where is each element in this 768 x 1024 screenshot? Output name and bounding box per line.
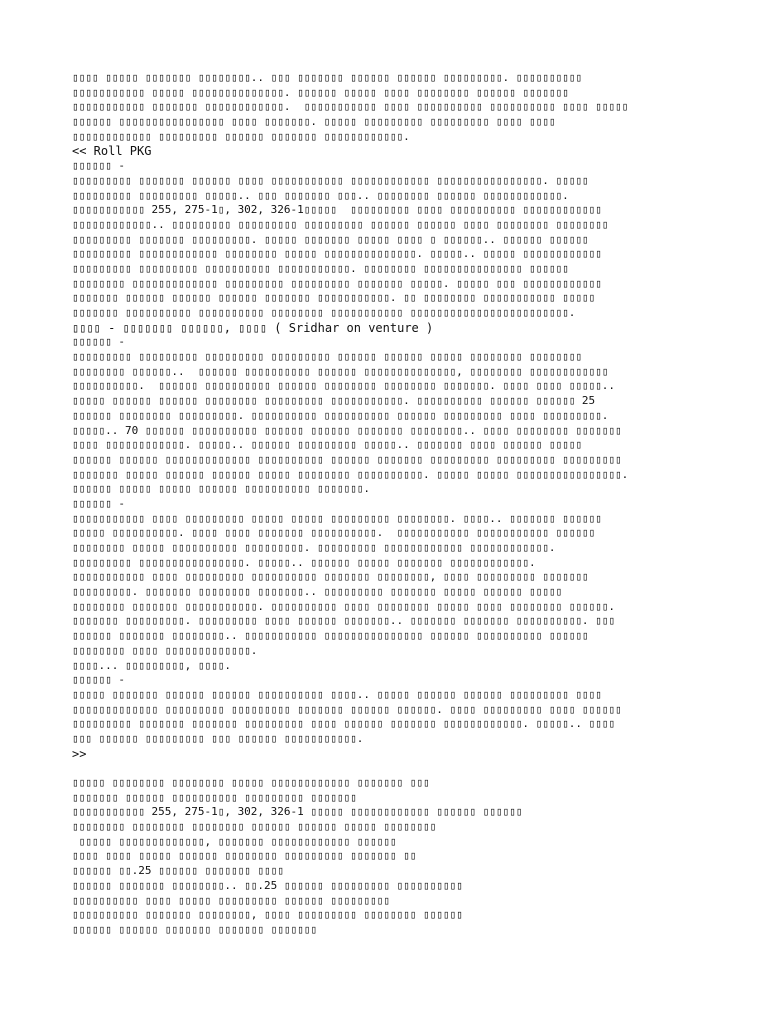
text-line: ▯▯▯▯▯▯▯▯▯▯▯ ▯▯▯▯▯▯▯ ▯▯▯▯▯▯▯▯▯▯▯▯. ▯▯▯▯▯▯▯▯▯▯▯ ▯▯▯▯ ▯▯▯▯▯▯▯▯▯▯ ▯▯▯▯▯▯▯▯▯▯ ▯▯▯▯ ▯▯▯▯▯ (72, 100, 629, 114)
text-line: ▯▯▯▯▯▯ ▯▯▯▯▯▯▯ ▯▯▯▯▯▯▯▯.. ▯▯.25 ▯▯▯▯▯▯ ▯▯▯▯▯▯▯▯▯ ▯▯▯▯▯▯▯▯▯▯ (72, 878, 463, 892)
text-line: ▯▯▯▯▯ ▯▯▯▯▯▯▯▯▯▯▯▯▯, ▯▯▯▯▯▯▯ ▯▯▯▯▯▯▯▯▯▯▯▯ ▯▯▯▯▯▯ (72, 834, 397, 848)
section-3 (72, 497, 722, 673)
text-line: ▯▯▯▯▯▯▯▯▯ ▯▯▯▯▯▯▯ ▯▯▯▯▯▯▯ ▯▯▯▯▯▯▯▯▯ ▯▯▯▯ ▯▯▯▯▯▯ ▯▯▯▯▯▯▯ ▯▯▯▯▯▯▯▯▯▯▯▯. ▯▯▯▯▯.. ▯▯▯▯ (72, 717, 616, 731)
text-line: ▯▯▯▯▯▯▯▯▯▯▯ ▯▯▯▯ ▯▯▯▯▯▯▯▯▯ ▯▯▯▯▯ ▯▯▯▯▯ ▯▯▯▯▯▯▯▯▯ ▯▯▯▯▯▯▯▯. ▯▯▯▯.. ▯▯▯▯▯▯▯ ▯▯▯▯▯▯ (72, 511, 602, 525)
text-line: ▯▯▯▯▯▯▯▯▯ ▯▯▯▯▯▯▯▯▯ ▯▯▯▯▯.. ▯▯▯ ▯▯▯▯▯▯▯ ▯▯▯.. ▯▯▯▯▯▯▯▯ ▯▯▯▯▯▯ ▯▯▯▯▯▯▯▯▯▯▯▯. (72, 188, 569, 202)
document-page (72, 71, 722, 938)
text-line: ▯▯▯▯▯.. 70 ▯▯▯▯▯▯ ▯▯▯▯▯▯▯▯▯▯ ▯▯▯▯▯▯ ▯▯▯▯▯▯ ▯▯▯▯▯▯▯ ▯▯▯▯▯▯▯▯.. ▯▯▯▯ ▯▯▯▯▯▯▯▯ ▯▯▯▯▯▯▯ (72, 423, 622, 437)
text-line: ▯▯▯▯▯▯▯▯▯▯▯▯.. ▯▯▯▯▯▯▯▯▯ ▯▯▯▯▯▯▯▯▯ ▯▯▯▯▯▯▯▯▯ ▯▯▯▯▯▯ ▯▯▯▯▯▯ ▯▯▯▯ ▯▯▯▯▯▯▯▯ ▯▯▯▯▯▯▯▯ (72, 217, 609, 231)
sridhar-line: ▯▯▯▯ - ▯▯▯▯▯▯▯ ▯▯▯▯▯▯, ▯▯▯▯ ( Sridhar on venture ) (72, 320, 434, 335)
text-line: ▯▯▯▯▯▯ ▯▯▯▯▯▯ ▯▯▯▯▯▯▯▯▯▯▯▯▯ ▯▯▯▯▯▯▯▯▯▯ ▯▯▯▯▯▯ ▯▯▯▯▯▯▯ ▯▯▯▯▯▯▯▯▯ ▯▯▯▯▯▯▯▯▯ ▯▯▯▯▯▯▯▯▯ (72, 452, 622, 466)
text-line: ▯▯▯▯▯▯▯▯▯▯▯▯▯ ▯▯▯▯▯▯▯▯▯ ▯▯▯▯▯▯▯▯▯ ▯▯▯▯▯▯▯ ▯▯▯▯▯▯ ▯▯▯▯▯▯. ▯▯▯▯ ▯▯▯▯▯▯▯▯▯ ▯▯▯▯ ▯▯▯▯▯▯ (72, 702, 622, 716)
roll-heading: << Roll PKG (72, 144, 152, 159)
text-line: ▯▯▯▯▯▯▯▯ ▯▯▯▯▯ ▯▯▯▯▯▯▯▯▯▯ ▯▯▯▯▯▯▯▯▯. ▯▯▯▯▯▯▯▯▯ ▯▯▯▯▯▯▯▯▯▯▯▯ ▯▯▯▯▯▯▯▯▯▯▯▯. (72, 541, 556, 554)
text-line: ▯▯▯▯▯ ▯▯▯▯▯▯▯▯ ▯▯▯▯▯▯▯▯ ▯▯▯▯▯ ▯▯▯▯▯▯▯▯▯▯▯▯ ▯▯▯▯▯▯▯ ▯▯▯ (72, 776, 430, 789)
text-line: ▯▯▯▯ ▯▯▯▯ ▯▯▯▯▯ ▯▯▯▯▯▯ ▯▯▯▯▯▯▯▯ ▯▯▯▯▯▯▯▯▯ ▯▯▯▯▯▯▯ ▯▯ (72, 849, 417, 863)
text-line: ▯▯▯▯▯ ▯▯▯▯▯▯▯ ▯▯▯▯▯▯ ▯▯▯▯▯▯ ▯▯▯▯▯▯▯▯▯▯ ▯▯▯▯.. ▯▯▯▯▯ ▯▯▯▯▯▯ ▯▯▯▯▯▯ ▯▯▯▯▯▯▯▯▯ ▯▯▯▯ (72, 687, 602, 701)
section-2 (72, 335, 722, 497)
section-label: ▯▯▯▯▯▯ - (72, 159, 125, 173)
text-line: ▯▯▯▯▯▯▯ ▯▯▯▯▯ ▯▯▯▯▯▯ ▯▯▯▯▯▯ ▯▯▯▯▯ ▯▯▯▯▯▯▯▯ ▯▯▯▯▯▯▯▯▯▯. ▯▯▯▯▯ ▯▯▯▯▯ ▯▯▯▯▯▯▯▯▯▯▯▯▯▯▯▯. (72, 467, 629, 481)
text-line: ▯▯▯▯▯▯▯ ▯▯▯▯▯▯ ▯▯▯▯▯▯ ▯▯▯▯▯▯ ▯▯▯▯▯▯▯ ▯▯▯▯▯▯▯▯▯▯▯. ▯▯ ▯▯▯▯▯▯▯▯ ▯▯▯▯▯▯▯▯▯▯▯ ▯▯▯▯▯ (72, 291, 596, 305)
text-line: ▯▯▯▯▯▯▯▯▯ ▯▯▯▯▯▯▯▯▯▯▯▯▯▯▯▯. ▯▯▯▯▯.. ▯▯▯▯▯▯ ▯▯▯▯▯ ▯▯▯▯▯▯▯ ▯▯▯▯▯▯▯▯▯▯▯▯. (72, 555, 536, 569)
text-line: ▯▯▯▯▯▯▯▯ ▯▯▯▯ ▯▯▯▯▯▯▯▯▯▯▯▯▯. (72, 643, 258, 657)
text-line: ▯▯▯▯▯▯▯ ▯▯▯▯▯▯ ▯▯▯▯▯▯▯▯▯▯ ▯▯▯▯▯▯▯▯▯ ▯▯▯▯▯▯▯ (72, 790, 357, 804)
text-line: ▯▯▯▯▯▯▯▯ ▯▯▯▯▯▯.. ▯▯▯▯▯▯ ▯▯▯▯▯▯▯▯▯▯ ▯▯▯▯▯▯ ▯▯▯▯▯▯▯▯▯▯▯▯▯▯, ▯▯▯▯▯▯▯▯ ▯▯▯▯▯▯▯▯▯▯▯▯ (72, 364, 609, 378)
section-label: ▯▯▯▯▯▯ - (72, 673, 125, 687)
text-line: ▯▯▯▯▯▯▯▯▯▯. ▯▯▯▯▯▯ ▯▯▯▯▯▯▯▯▯▯ ▯▯▯▯▯▯ ▯▯▯▯▯▯▯▯ ▯▯▯▯▯▯▯▯ ▯▯▯▯▯▯▯. ▯▯▯▯ ▯▯▯▯ ▯▯▯▯▯.. (72, 379, 616, 393)
text-line: ▯▯▯▯▯▯▯▯▯▯▯ 255, 275-1▯, 302, 326-1 ▯▯▯▯▯ ▯▯▯▯▯▯▯▯▯▯▯▯ ▯▯▯▯▯▯ ▯▯▯▯▯▯ (72, 805, 523, 819)
text-line: ▯▯▯▯▯▯▯▯ ▯▯▯▯▯▯▯▯ ▯▯▯▯▯▯▯▯ ▯▯▯▯▯▯ ▯▯▯▯▯▯ ▯▯▯▯▯ ▯▯▯▯▯▯▯▯ (72, 820, 437, 834)
text-line: ▯▯▯▯▯▯▯▯▯ ▯▯▯▯▯▯▯ ▯▯▯▯▯▯ ▯▯▯▯ ▯▯▯▯▯▯▯▯▯▯▯ ▯▯▯▯▯▯▯▯▯▯▯▯ ▯▯▯▯▯▯▯▯▯▯▯▯▯▯▯▯. ▯▯▯▯▯ (72, 173, 589, 187)
text-line: ▯▯▯▯▯▯▯▯▯. ▯▯▯▯▯▯▯ ▯▯▯▯▯▯▯▯ ▯▯▯▯▯▯▯.. ▯▯▯▯▯▯▯▯▯ ▯▯▯▯▯▯▯ ▯▯▯▯▯ ▯▯▯▯▯▯ ▯▯▯▯▯ (72, 585, 563, 599)
intro-paragraph (72, 71, 722, 144)
section-label: ▯▯▯▯▯▯ - (72, 335, 125, 349)
blank-line (72, 761, 722, 776)
section-4 (72, 673, 722, 746)
roll-end-marker: >> (72, 746, 87, 761)
text-line: ▯▯▯▯▯▯▯▯▯▯ ▯▯▯▯ ▯▯▯▯▯ ▯▯▯▯▯▯▯▯▯ ▯▯▯▯▯▯ ▯▯▯▯▯▯▯▯▯ (72, 893, 390, 907)
text-line: ▯▯▯▯ ▯▯▯▯▯▯▯▯▯▯▯▯. ▯▯▯▯▯.. ▯▯▯▯▯▯ ▯▯▯▯▯▯▯▯▯ ▯▯▯▯▯.. ▯▯▯▯▯▯▯ ▯▯▯▯ ▯▯▯▯▯▯ ▯▯▯▯▯ (72, 438, 582, 452)
text-line: ▯▯▯▯▯▯▯▯▯▯▯ ▯▯▯▯▯ ▯▯▯▯▯▯▯▯▯▯▯▯▯▯. ▯▯▯▯▯▯ ▯▯▯▯▯ ▯▯▯▯ ▯▯▯▯▯▯▯▯ ▯▯▯▯▯▯ ▯▯▯▯▯▯▯ (72, 85, 569, 99)
text-line: ▯▯▯▯▯▯▯▯▯ ▯▯▯▯▯▯▯▯▯▯▯▯ ▯▯▯▯▯▯▯▯ ▯▯▯▯▯ ▯▯▯▯▯▯▯▯▯▯▯▯▯▯. ▯▯▯▯▯.. ▯▯▯▯▯ ▯▯▯▯▯▯▯▯▯▯▯▯ (72, 247, 602, 261)
section-label: ▯▯▯▯▯▯ - (72, 496, 125, 510)
text-line: ▯▯▯▯▯▯▯▯▯▯ ▯▯▯▯▯▯▯ ▯▯▯▯▯▯▯▯, ▯▯▯▯ ▯▯▯▯▯▯▯▯▯ ▯▯▯▯▯▯▯▯ ▯▯▯▯▯▯ (72, 908, 463, 922)
summary-block (72, 776, 722, 938)
text-line: ▯▯▯▯ ▯▯▯▯▯ ▯▯▯▯▯▯▯ ▯▯▯▯▯▯▯▯.. ▯▯▯ ▯▯▯▯▯▯▯ ▯▯▯▯▯▯ ▯▯▯▯▯▯ ▯▯▯▯▯▯▯▯▯. ▯▯▯▯▯▯▯▯▯▯ (72, 71, 582, 84)
text-line: ▯▯▯▯▯▯ ▯▯▯▯▯▯▯▯▯▯▯▯▯▯▯▯ ▯▯▯▯ ▯▯▯▯▯▯▯. ▯▯▯▯▯ ▯▯▯▯▯▯▯▯▯ ▯▯▯▯▯▯▯▯▯ ▯▯▯▯ ▯▯▯▯ (72, 115, 556, 129)
text-line: ▯▯▯▯▯▯ ▯▯▯▯▯▯▯▯ ▯▯▯▯▯▯▯▯▯. ▯▯▯▯▯▯▯▯▯▯ ▯▯▯▯▯▯▯▯▯▯ ▯▯▯▯▯▯ ▯▯▯▯▯▯▯▯▯ ▯▯▯▯ ▯▯▯▯▯▯▯▯▯. (72, 408, 609, 422)
text-line: ▯▯▯▯▯▯▯▯▯▯▯▯ ▯▯▯▯▯▯▯▯▯ ▯▯▯▯▯▯ ▯▯▯▯▯▯▯ ▯▯▯▯▯▯▯▯▯▯▯▯. (72, 129, 410, 143)
text-line: ▯▯▯▯▯▯ ▯▯▯▯▯ ▯▯▯▯▯ ▯▯▯▯▯▯ ▯▯▯▯▯▯▯▯▯▯ ▯▯▯▯▯▯▯. (72, 482, 371, 496)
text-line: ▯▯▯▯▯▯▯▯ ▯▯▯▯▯▯▯ ▯▯▯▯▯▯▯▯▯▯▯. ▯▯▯▯▯▯▯▯▯▯ ▯▯▯▯ ▯▯▯▯▯▯▯▯ ▯▯▯▯▯ ▯▯▯▯ ▯▯▯▯▯▯▯▯ ▯▯▯▯▯▯. (72, 599, 616, 613)
text-line: ▯▯▯▯▯ ▯▯▯▯▯▯ ▯▯▯▯▯▯ ▯▯▯▯▯▯▯▯ ▯▯▯▯▯▯▯▯▯ ▯▯▯▯▯▯▯▯▯▯▯. ▯▯▯▯▯▯▯▯▯▯ ▯▯▯▯▯▯ ▯▯▯▯▯▯ 25 (72, 394, 596, 408)
text-line: ▯▯▯▯▯ ▯▯▯▯▯▯▯▯▯▯. ▯▯▯▯ ▯▯▯▯ ▯▯▯▯▯▯▯ ▯▯▯▯▯▯▯▯▯▯. ▯▯▯▯▯▯▯▯▯▯▯ ▯▯▯▯▯▯▯▯▯▯▯ ▯▯▯▯▯▯ (72, 526, 596, 540)
text-line: ▯▯▯ ▯▯▯▯▯▯ ▯▯▯▯▯▯▯▯▯ ▯▯▯ ▯▯▯▯▯▯ ▯▯▯▯▯▯▯▯▯▯▯. (72, 731, 364, 745)
text-line: ▯▯▯▯▯▯ ▯▯▯▯▯▯ ▯▯▯▯▯▯▯ ▯▯▯▯▯▯▯ ▯▯▯▯▯▯▯ (72, 922, 318, 936)
section-1 (72, 159, 722, 321)
text-line: ▯▯▯▯▯▯▯ ▯▯▯▯▯▯▯▯▯. ▯▯▯▯▯▯▯▯▯ ▯▯▯▯ ▯▯▯▯▯▯ ▯▯▯▯▯▯▯.. ▯▯▯▯▯▯▯ ▯▯▯▯▯▯▯ ▯▯▯▯▯▯▯▯▯▯. ▯▯▯ (72, 614, 616, 628)
text-line: ▯▯▯▯▯▯▯▯ ▯▯▯▯▯▯▯▯▯▯▯▯▯ ▯▯▯▯▯▯▯▯▯ ▯▯▯▯▯▯▯▯▯ ▯▯▯▯▯▯▯ ▯▯▯▯▯. ▯▯▯▯▯ ▯▯▯ ▯▯▯▯▯▯▯▯▯▯▯▯ (72, 276, 602, 290)
text-line: ▯▯▯▯▯▯▯▯▯ ▯▯▯▯▯▯▯ ▯▯▯▯▯▯▯▯▯. ▯▯▯▯▯ ▯▯▯▯▯▯▯ ▯▯▯▯▯ ▯▯▯▯ ▯ ▯▯▯▯▯▯.. ▯▯▯▯▯▯ ▯▯▯▯▯▯ (72, 232, 589, 246)
text-line: ▯▯▯▯▯▯▯▯▯ ▯▯▯▯▯▯▯▯▯ ▯▯▯▯▯▯▯▯▯ ▯▯▯▯▯▯▯▯▯ ▯▯▯▯▯▯ ▯▯▯▯▯▯ ▯▯▯▯▯ ▯▯▯▯▯▯▯▯ ▯▯▯▯▯▯▯▯ (72, 350, 582, 364)
text-line: ▯▯▯▯▯▯▯▯▯ ▯▯▯▯▯▯▯▯▯ ▯▯▯▯▯▯▯▯▯▯ ▯▯▯▯▯▯▯▯▯▯▯. ▯▯▯▯▯▯▯▯ ▯▯▯▯▯▯▯▯▯▯▯▯▯▯▯ ▯▯▯▯▯▯ (72, 261, 569, 275)
signature-line: ▯▯▯▯... ▯▯▯▯▯▯▯▯▯, ▯▯▯▯. (72, 658, 231, 672)
text-line: ▯▯▯▯▯▯▯▯▯▯▯ ▯▯▯▯ ▯▯▯▯▯▯▯▯▯ ▯▯▯▯▯▯▯▯▯▯ ▯▯▯▯▯▯▯ ▯▯▯▯▯▯▯▯, ▯▯▯▯ ▯▯▯▯▯▯▯▯▯ ▯▯▯▯▯▯▯ (72, 570, 589, 584)
text-line: ▯▯▯▯▯▯ ▯▯▯▯▯▯▯ ▯▯▯▯▯▯▯▯.. ▯▯▯▯▯▯▯▯▯▯▯ ▯▯▯▯▯▯▯▯▯▯▯▯▯▯▯ ▯▯▯▯▯▯ ▯▯▯▯▯▯▯▯▯▯ ▯▯▯▯▯▯ (72, 629, 589, 643)
text-line: ▯▯▯▯▯▯ ▯▯.25 ▯▯▯▯▯▯ ▯▯▯▯▯▯▯ ▯▯▯▯ (72, 864, 284, 878)
text-line: ▯▯▯▯▯▯▯ ▯▯▯▯▯▯▯▯▯▯ ▯▯▯▯▯▯▯▯▯▯ ▯▯▯▯▯▯▯▯ ▯▯▯▯▯▯▯▯▯▯▯ ▯▯▯▯▯▯▯▯▯▯▯▯▯▯▯▯▯▯▯▯▯▯▯▯. (72, 306, 576, 319)
text-line: ▯▯▯▯▯▯▯▯▯▯▯ 255, 275-1▯, 302, 326-1▯▯▯▯▯ ▯▯▯▯▯▯▯▯▯ ▯▯▯▯ ▯▯▯▯▯▯▯▯▯▯ ▯▯▯▯▯▯▯▯▯▯▯▯ (72, 203, 602, 217)
